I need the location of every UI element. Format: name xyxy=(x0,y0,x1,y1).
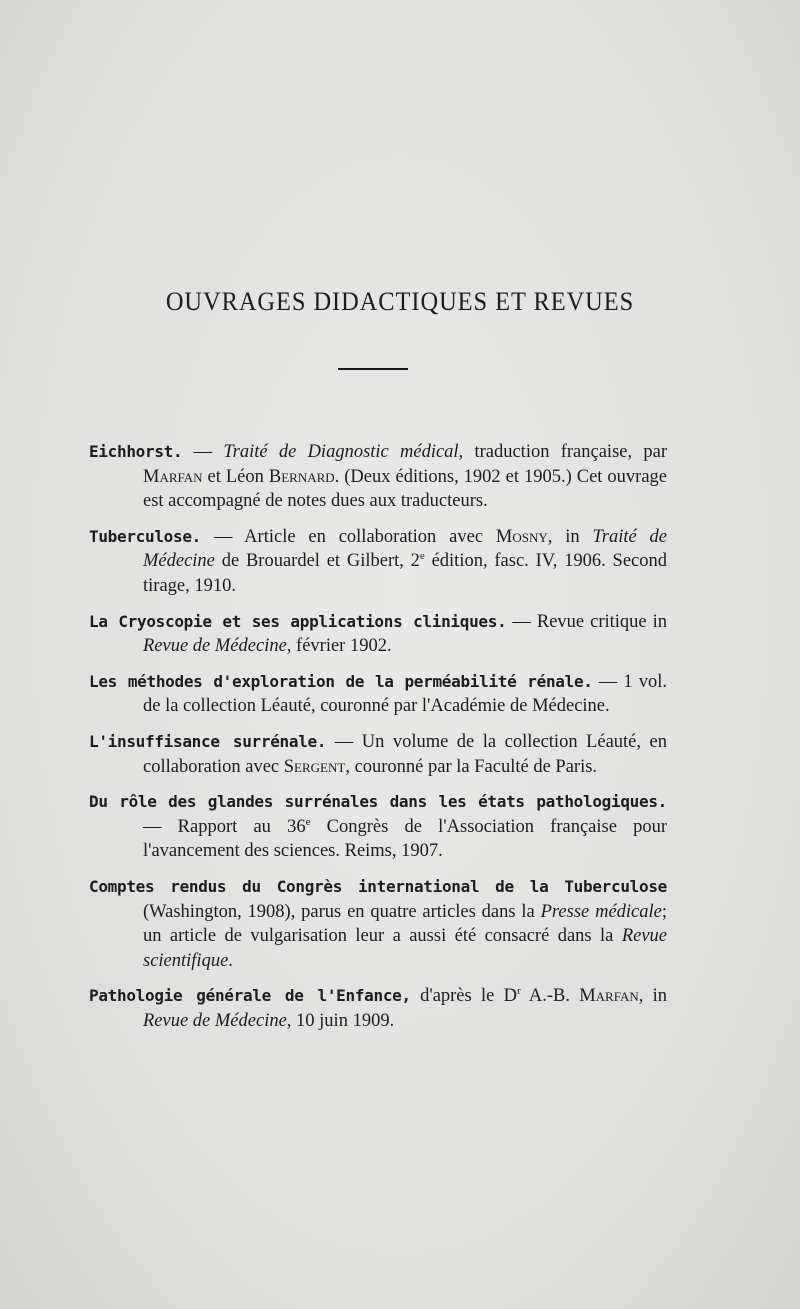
entry-superscript: e xyxy=(419,550,425,563)
entry-work-title: Revue de Médecine xyxy=(143,636,287,657)
entry-text: — 1 vol. de la collection Léauté, couronné par l'Académie de Médecine. xyxy=(143,671,668,717)
entry-author: Marfan xyxy=(143,466,203,487)
entry-superscript: e xyxy=(305,815,311,828)
entry-text: , couronné par la Faculté de Paris. xyxy=(345,756,598,777)
entry-text: — xyxy=(182,442,224,462)
entry-text: . xyxy=(228,950,233,971)
entry-heading: Comptes rendus du Congrès international de la Tuberculose xyxy=(89,876,667,896)
entry-text: , in xyxy=(547,526,593,547)
entry-text: — Un volume de la collection Léauté, en collaboration avec xyxy=(143,731,667,777)
entry-text: édition, fasc. IV, 1906. Second tirage, 1910. xyxy=(143,551,667,596)
entry-cryoscopie xyxy=(89,610,667,659)
entry-role-glandes xyxy=(89,790,667,864)
entry-heading: Du rôle des glandes surrénales dans les états pathologiques. xyxy=(89,792,667,812)
entry-heading: Tuberculose. xyxy=(89,526,201,546)
show-through-title xyxy=(232,342,239,374)
entry-author: Sergent xyxy=(283,756,346,777)
entry-text: , traduction française, par xyxy=(458,442,667,462)
entry-text: , février 1902. xyxy=(286,636,392,657)
entry-text: , in xyxy=(638,986,668,1007)
entry-pathologie-enfance xyxy=(89,984,667,1033)
entry-insuffisance-surrenale xyxy=(89,730,667,779)
entry-heading: Pathologie générale de l'Enfance, xyxy=(89,986,411,1006)
entry-text: — Rapport au 36 xyxy=(143,816,306,837)
entry-author: Marfan xyxy=(579,986,639,1007)
entry-text: Congrès de l'Association française pour l'avancement des sciences. Reims, 1907. xyxy=(143,816,668,862)
entry-work-title: Traité de Diagnostic médical xyxy=(223,442,459,462)
entry-tuberculose xyxy=(89,525,667,599)
entry-text: et Léon xyxy=(202,466,269,487)
title-rule xyxy=(338,368,408,370)
entry-text: . (Deux éditions, 1902 et 1905.) Cet ouvrage est accompagné de notes dues aux traducteurs. xyxy=(143,466,667,512)
entry-heading: L'insuffisance surrénale. xyxy=(89,731,327,751)
entry-work-title: Revue scientifique xyxy=(143,926,667,971)
entry-methodes-exploration xyxy=(89,670,667,719)
entry-text: A.-B. xyxy=(520,986,580,1007)
entry-heading: La Cryoscopie et ses applications cliniques. xyxy=(89,611,507,631)
entry-work-title: Presse médicale xyxy=(540,901,662,922)
entry-comptes-rendus xyxy=(89,875,667,973)
entry-eichhorst xyxy=(89,440,667,514)
entry-list xyxy=(89,440,667,1044)
entry-heading: Eichhorst. xyxy=(89,442,183,461)
entry-author: Mosny xyxy=(495,526,548,547)
entry-text: d'après le D xyxy=(410,986,517,1007)
entry-text: — Article en collaboration avec xyxy=(201,526,496,547)
page-title: OUVRAGES DIDACTIQUES ET REVUES xyxy=(165,287,635,316)
entry-text: ; un article de vulgarisation leur a aussi été consacré dans la xyxy=(143,901,667,947)
entry-text: de Brouardel et Gilbert, 2 xyxy=(214,551,420,572)
entry-author: Bernard xyxy=(268,466,335,487)
entry-text: — Revue critique in xyxy=(506,611,667,632)
entry-text: (Washington, 1908), parus en quatre articles dans la xyxy=(143,901,541,922)
entry-work-title: Revue de Médecine xyxy=(143,1010,287,1031)
entry-superscript: r xyxy=(516,985,521,998)
entry-work-title: Traité de Médecine xyxy=(143,526,668,572)
entry-text: , 10 juin 1909. xyxy=(286,1010,395,1031)
entry-heading: Les méthodes d'exploration de la perméabilité rénale. xyxy=(89,671,593,691)
